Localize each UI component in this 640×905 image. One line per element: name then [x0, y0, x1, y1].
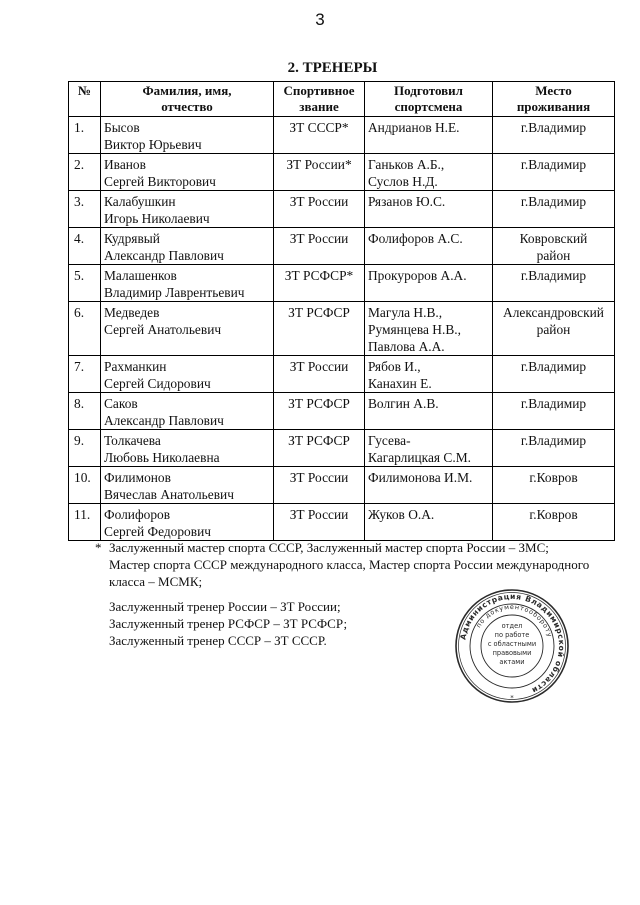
- cell-num: 7.: [69, 356, 101, 393]
- footnote-star: *: [95, 540, 102, 555]
- cell-place: г.Владимир: [493, 265, 615, 302]
- cell-num: 5.: [69, 265, 101, 302]
- cell-name: Толкачева Любовь Николаевна: [101, 430, 274, 467]
- cell-title: ЗТ России: [274, 356, 365, 393]
- cell-num: 1.: [69, 117, 101, 154]
- cell-num: 8.: [69, 393, 101, 430]
- cell-name: Рахманкин Сергей Сидорович: [101, 356, 274, 393]
- cell-trained: Фолифоров А.С.: [365, 228, 493, 265]
- cell-num: 11.: [69, 504, 101, 541]
- cell-trained: Ганьков А.Б., Суслов Н.Д.: [365, 154, 493, 191]
- cell-name: Фолифоров Сергей Федорович: [101, 504, 274, 541]
- cell-trained: Гусева- Кагарлицкая С.М.: [365, 430, 493, 467]
- cell-num: 2.: [69, 154, 101, 191]
- stamp-outer-text: Администрация Владимирской области: [458, 591, 567, 696]
- cell-place: г.Владимир: [493, 430, 615, 467]
- header-title: Спортивное звание: [274, 82, 365, 117]
- table-row: [69, 504, 615, 541]
- cell-title: ЗТ РСФСР: [274, 302, 365, 356]
- stamp-seal-icon: [454, 588, 570, 704]
- stamp-inner-text: по документообороту: [474, 602, 554, 639]
- cell-title: ЗТ России: [274, 504, 365, 541]
- coaches-table: [68, 81, 615, 541]
- cell-title: ЗТ России*: [274, 154, 365, 191]
- cell-name: Саков Александр Павлович: [101, 393, 274, 430]
- table-row: [69, 117, 615, 154]
- cell-trained: Филимонова И.М.: [365, 467, 493, 504]
- cell-name: Филимонов Вячеслав Анатольевич: [101, 467, 274, 504]
- cell-place: г.Владимир: [493, 393, 615, 430]
- cell-trained: Магула Н.В., Румянцева Н.В., Павлова А.А.: [365, 302, 493, 356]
- cell-title: ЗТ СССР*: [274, 117, 365, 154]
- cell-trained: Прокуроров А.А.: [365, 265, 493, 302]
- cell-place: г.Владимир: [493, 117, 615, 154]
- cell-num: 10.: [69, 467, 101, 504]
- table-row: [69, 393, 615, 430]
- cell-name: Малашенков Владимир Лаврентьевич: [101, 265, 274, 302]
- footnote-line: класса – МСМК;: [109, 574, 203, 589]
- cell-num: 4.: [69, 228, 101, 265]
- header-name: Фамилия, имя, отчество: [101, 82, 274, 117]
- footnote-line: Заслуженный тренер СССР – ЗТ СССР.: [109, 633, 327, 648]
- header-trained: Подготовил спортсмена: [365, 82, 493, 117]
- cell-name: Медведев Сергей Анатольевич: [101, 302, 274, 356]
- cell-num: 9.: [69, 430, 101, 467]
- footnote-line: Заслуженный тренер России – ЗТ России;: [109, 599, 341, 614]
- cell-num: 3.: [69, 191, 101, 228]
- cell-name: Калабушкин Игорь Николаевич: [101, 191, 274, 228]
- cell-title: ЗТ России: [274, 191, 365, 228]
- table-row: [69, 430, 615, 467]
- table-row: [69, 154, 615, 191]
- table-row: [69, 356, 615, 393]
- stamp-center-line: актами: [499, 658, 525, 666]
- cell-trained: Рябов И., Канахин Е.: [365, 356, 493, 393]
- table-row: [69, 467, 615, 504]
- table-row: [69, 265, 615, 302]
- cell-place: г.Ковров: [493, 504, 615, 541]
- page-number: 3: [315, 10, 325, 29]
- header-place: Место проживания: [493, 82, 615, 117]
- stamp-center-line: правовыми: [492, 649, 532, 657]
- cell-name: Бысов Виктор Юрьевич: [101, 117, 274, 154]
- cell-title: ЗТ РСФСР: [274, 430, 365, 467]
- cell-place: г.Владимир: [493, 356, 615, 393]
- table-row: [69, 191, 615, 228]
- cell-name: Иванов Сергей Викторович: [101, 154, 274, 191]
- section-title: 2. ТРЕНЕРЫ: [287, 60, 378, 76]
- cell-title: ЗТ РСФСР: [274, 393, 365, 430]
- cell-name: Кудрявый Александр Павлович: [101, 228, 274, 265]
- cell-place: Ковровский район: [493, 228, 615, 265]
- cell-place: Александровский район: [493, 302, 615, 356]
- footnote-line: Заслуженный тренер РСФСР – ЗТ РСФСР;: [109, 616, 348, 631]
- cell-title: ЗТ России: [274, 467, 365, 504]
- table-row: [69, 302, 615, 356]
- cell-title: ЗТ РСФСР*: [274, 265, 365, 302]
- table-header-row: [69, 82, 615, 117]
- stamp-center-line: по работе: [494, 631, 530, 639]
- stamp-center-line: с областными: [487, 640, 537, 648]
- official-stamp: [454, 588, 570, 704]
- cell-place: г.Владимир: [493, 191, 615, 228]
- stamp-star: *: [510, 694, 514, 702]
- table-row: [69, 228, 615, 265]
- cell-place: г.Владимир: [493, 154, 615, 191]
- cell-num: 6.: [69, 302, 101, 356]
- cell-title: ЗТ России: [274, 228, 365, 265]
- footnote-line: Заслуженный мастер спорта СССР, Заслуженный мастер спорта России – ЗМС;: [109, 540, 549, 555]
- cell-place: г.Ковров: [493, 467, 615, 504]
- stamp-center-line: отдел: [501, 622, 523, 630]
- cell-trained: Жуков О.А.: [365, 504, 493, 541]
- cell-trained: Андрианов Н.Е.: [365, 117, 493, 154]
- footnote-line: Мастер спорта СССР международного класса, Мастер спорта России международного: [109, 557, 590, 572]
- cell-trained: Рязанов Ю.С.: [365, 191, 493, 228]
- cell-trained: Волгин А.В.: [365, 393, 493, 430]
- header-num: №: [69, 82, 101, 117]
